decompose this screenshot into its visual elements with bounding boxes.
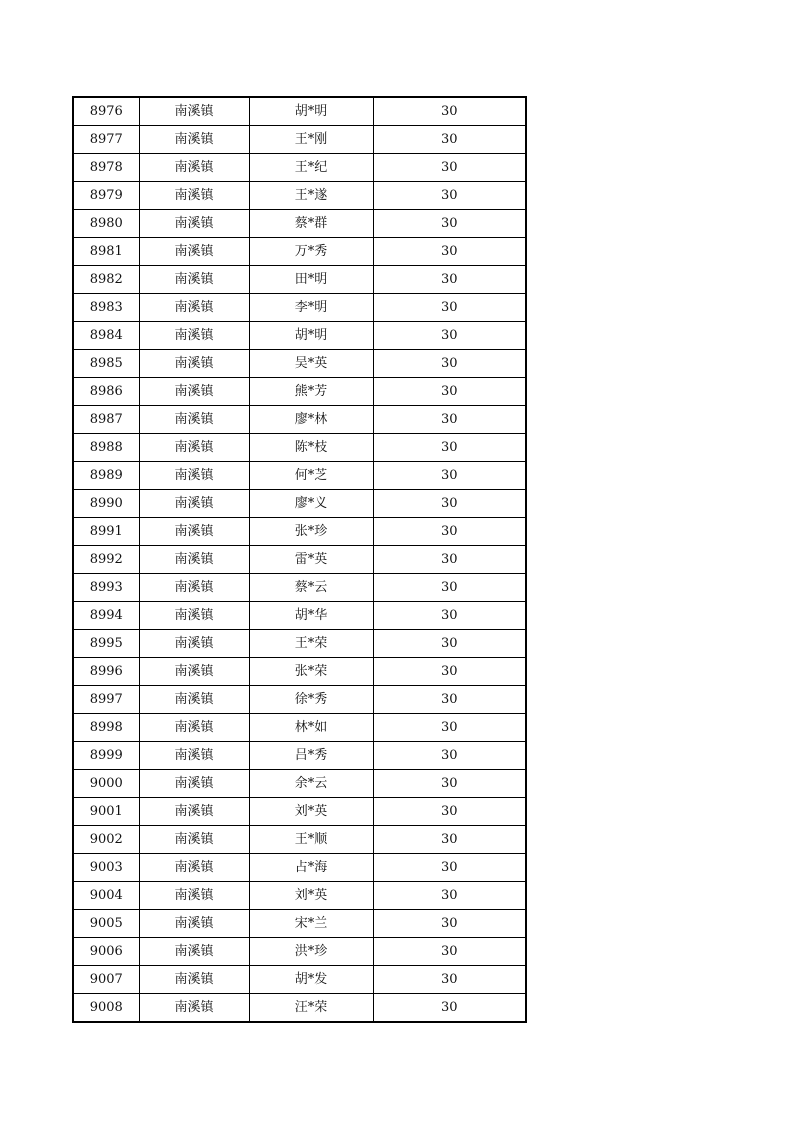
name-cell: 刘*英 [249,882,373,910]
amount-cell: 30 [373,406,526,434]
table-row [73,826,526,854]
town-cell: 南溪镇 [139,462,249,490]
name-cell: 吴*英 [249,350,373,378]
town-cell: 南溪镇 [139,154,249,182]
amount-cell: 30 [373,434,526,462]
amount-cell: 30 [373,938,526,966]
amount-cell: 30 [373,182,526,210]
town-cell: 南溪镇 [139,742,249,770]
amount-cell: 30 [373,602,526,630]
town-cell: 南溪镇 [139,574,249,602]
row-id-cell: 8985 [73,350,139,378]
name-cell: 余*云 [249,770,373,798]
town-cell: 南溪镇 [139,714,249,742]
town-cell: 南溪镇 [139,350,249,378]
name-cell: 王*顺 [249,826,373,854]
name-cell: 熊*芳 [249,378,373,406]
row-id-cell: 9005 [73,910,139,938]
data-table [72,96,527,1023]
town-cell: 南溪镇 [139,182,249,210]
table-row [73,770,526,798]
row-id-cell: 8981 [73,238,139,266]
name-cell: 王*刚 [249,126,373,154]
table-row [73,686,526,714]
table-row [73,798,526,826]
town-cell: 南溪镇 [139,546,249,574]
name-cell: 田*明 [249,266,373,294]
town-cell: 南溪镇 [139,210,249,238]
name-cell: 廖*义 [249,490,373,518]
amount-cell: 30 [373,210,526,238]
name-cell: 徐*秀 [249,686,373,714]
town-cell: 南溪镇 [139,97,249,126]
row-id-cell: 8978 [73,154,139,182]
amount-cell: 30 [373,97,526,126]
amount-cell: 30 [373,322,526,350]
town-cell: 南溪镇 [139,518,249,546]
town-cell: 南溪镇 [139,826,249,854]
amount-cell: 30 [373,462,526,490]
table-row [73,714,526,742]
name-cell: 张*珍 [249,518,373,546]
row-id-cell: 8980 [73,210,139,238]
town-cell: 南溪镇 [139,630,249,658]
name-cell: 刘*英 [249,798,373,826]
amount-cell: 30 [373,854,526,882]
row-id-cell: 9000 [73,770,139,798]
table-row [73,966,526,994]
table-row [73,938,526,966]
table-row [73,630,526,658]
table-row [73,350,526,378]
name-cell: 王*纪 [249,154,373,182]
row-id-cell: 8982 [73,266,139,294]
row-id-cell: 8990 [73,490,139,518]
town-cell: 南溪镇 [139,938,249,966]
town-cell: 南溪镇 [139,322,249,350]
town-cell: 南溪镇 [139,994,249,1023]
town-cell: 南溪镇 [139,378,249,406]
row-id-cell: 8998 [73,714,139,742]
name-cell: 蔡*群 [249,210,373,238]
amount-cell: 30 [373,630,526,658]
table-body [73,97,526,1022]
table-row [73,126,526,154]
row-id-cell: 8996 [73,658,139,686]
row-id-cell: 8979 [73,182,139,210]
town-cell: 南溪镇 [139,770,249,798]
row-id-cell: 8992 [73,546,139,574]
amount-cell: 30 [373,714,526,742]
name-cell: 胡*华 [249,602,373,630]
name-cell: 汪*荣 [249,994,373,1023]
town-cell: 南溪镇 [139,294,249,322]
town-cell: 南溪镇 [139,966,249,994]
row-id-cell: 9003 [73,854,139,882]
row-id-cell: 8976 [73,97,139,126]
town-cell: 南溪镇 [139,602,249,630]
name-cell: 陈*枝 [249,434,373,462]
name-cell: 林*如 [249,714,373,742]
row-id-cell: 9008 [73,994,139,1023]
town-cell: 南溪镇 [139,686,249,714]
row-id-cell: 9004 [73,882,139,910]
table-row [73,406,526,434]
town-cell: 南溪镇 [139,798,249,826]
name-cell: 洪*珍 [249,938,373,966]
table-row [73,742,526,770]
amount-cell: 30 [373,770,526,798]
town-cell: 南溪镇 [139,910,249,938]
table-row [73,238,526,266]
amount-cell: 30 [373,574,526,602]
name-cell: 雷*英 [249,546,373,574]
town-cell: 南溪镇 [139,658,249,686]
row-id-cell: 9006 [73,938,139,966]
amount-cell: 30 [373,658,526,686]
table-row [73,910,526,938]
table-row [73,182,526,210]
amount-cell: 30 [373,798,526,826]
name-cell: 胡*明 [249,97,373,126]
table-row [73,490,526,518]
amount-cell: 30 [373,910,526,938]
town-cell: 南溪镇 [139,406,249,434]
table-row [73,378,526,406]
name-cell: 吕*秀 [249,742,373,770]
name-cell: 胡*明 [249,322,373,350]
town-cell: 南溪镇 [139,490,249,518]
name-cell: 万*秀 [249,238,373,266]
table-row [73,97,526,126]
row-id-cell: 8991 [73,518,139,546]
town-cell: 南溪镇 [139,126,249,154]
amount-cell: 30 [373,238,526,266]
name-cell: 蔡*云 [249,574,373,602]
table-row [73,154,526,182]
table-row [73,854,526,882]
amount-cell: 30 [373,266,526,294]
town-cell: 南溪镇 [139,266,249,294]
row-id-cell: 8984 [73,322,139,350]
row-id-cell: 8993 [73,574,139,602]
amount-cell: 30 [373,378,526,406]
amount-cell: 30 [373,826,526,854]
amount-cell: 30 [373,294,526,322]
name-cell: 王*荣 [249,630,373,658]
row-id-cell: 8977 [73,126,139,154]
table-row [73,294,526,322]
name-cell: 占*海 [249,854,373,882]
amount-cell: 30 [373,742,526,770]
town-cell: 南溪镇 [139,238,249,266]
table-row [73,574,526,602]
table-row [73,210,526,238]
amount-cell: 30 [373,966,526,994]
row-id-cell: 8987 [73,406,139,434]
amount-cell: 30 [373,882,526,910]
name-cell: 张*荣 [249,658,373,686]
name-cell: 王*遂 [249,182,373,210]
amount-cell: 30 [373,994,526,1023]
row-id-cell: 8989 [73,462,139,490]
table-row [73,882,526,910]
row-id-cell: 9007 [73,966,139,994]
row-id-cell: 8994 [73,602,139,630]
row-id-cell: 8986 [73,378,139,406]
table-row [73,546,526,574]
town-cell: 南溪镇 [139,434,249,462]
town-cell: 南溪镇 [139,882,249,910]
table-row [73,434,526,462]
row-id-cell: 8997 [73,686,139,714]
amount-cell: 30 [373,686,526,714]
table-row [73,658,526,686]
town-cell: 南溪镇 [139,854,249,882]
table-row [73,322,526,350]
table-row [73,518,526,546]
amount-cell: 30 [373,490,526,518]
row-id-cell: 8988 [73,434,139,462]
amount-cell: 30 [373,126,526,154]
row-id-cell: 8983 [73,294,139,322]
amount-cell: 30 [373,154,526,182]
amount-cell: 30 [373,350,526,378]
amount-cell: 30 [373,546,526,574]
name-cell: 何*芝 [249,462,373,490]
row-id-cell: 8995 [73,630,139,658]
name-cell: 胡*发 [249,966,373,994]
row-id-cell: 8999 [73,742,139,770]
table-row [73,602,526,630]
table-row [73,266,526,294]
row-id-cell: 9002 [73,826,139,854]
name-cell: 廖*林 [249,406,373,434]
amount-cell: 30 [373,518,526,546]
table-row [73,994,526,1023]
row-id-cell: 9001 [73,798,139,826]
name-cell: 李*明 [249,294,373,322]
table-row [73,462,526,490]
name-cell: 宋*兰 [249,910,373,938]
